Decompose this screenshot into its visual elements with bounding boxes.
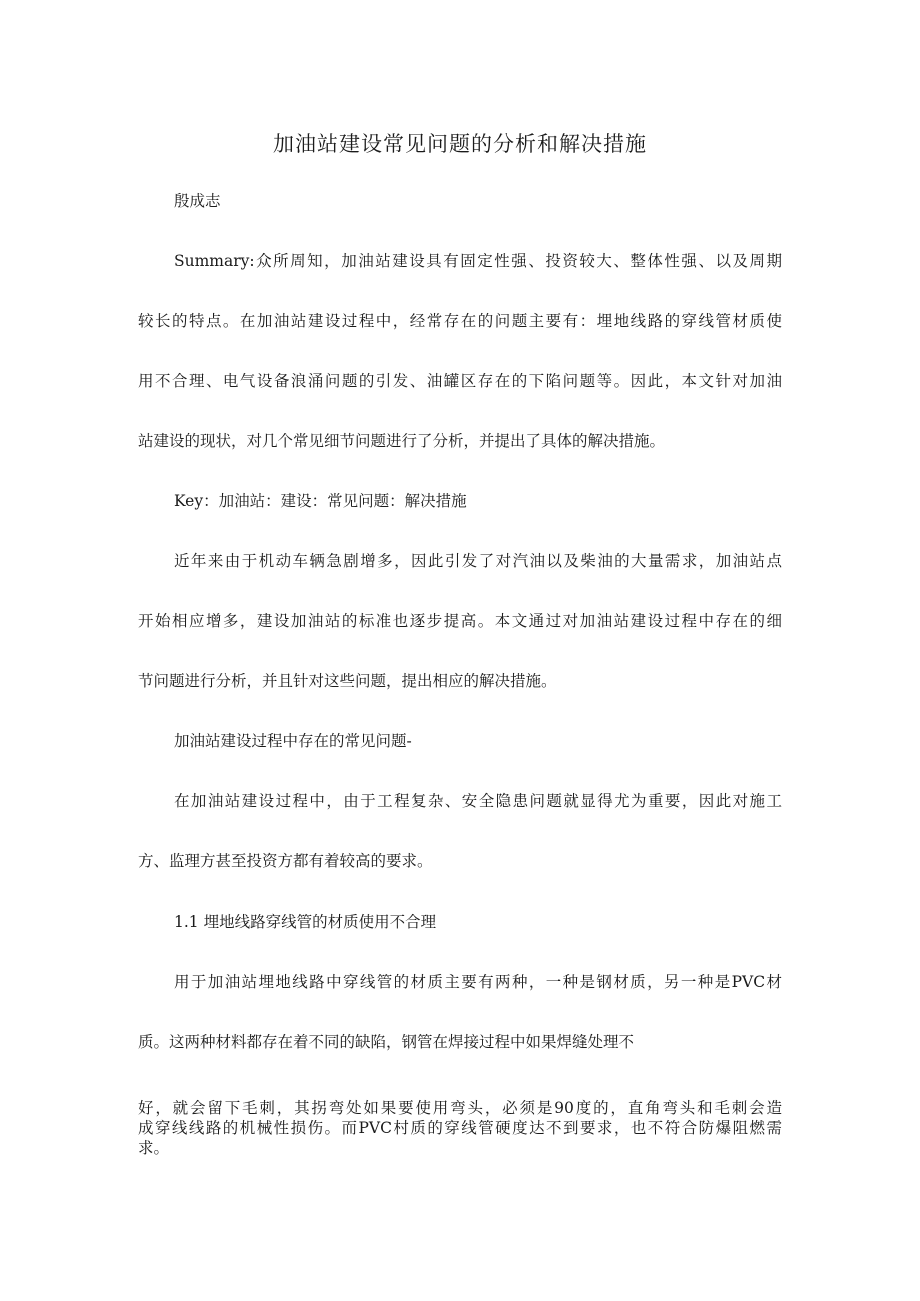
section-line: 在加油站建设过程中，由于工程复杂、安全隐患问题就显得尤为重要，因此对施工 — [174, 792, 782, 810]
section-line: 方、监理方甚至投资方都有着较高的要求。 — [138, 852, 433, 870]
intro-line: 开始相应增多，建设加油站的标准也逐步提高。本文通过对加油站建设过程中存在的细 — [138, 612, 782, 630]
final-line: 好，就会留下毛刺，其拐弯处如果要使用弯头，必须是90度的，直角弯头和毛刺会造 — [138, 1099, 782, 1117]
author-name: 殷成志 — [174, 192, 221, 210]
subsection-line: 质。这两种材料都存在着不同的缺陷，钢管在焊接过程中如果焊缝处理不 — [138, 1033, 635, 1051]
final-line: 求。 — [138, 1139, 170, 1157]
final-paragraph — [138, 1098, 782, 1158]
intro-line: 节问题进行分析，并且针对这些问题，提出相应的解决措施。 — [138, 672, 557, 690]
summary-line: 用不合理、电气设备浪涌问题的引发、油罐区存在的下陷问题等。因此，本文针对加油 — [138, 372, 782, 390]
summary-line: Summary:众所周知，加油站建设具有固定性强、投资较大、整体性强、以及周期 — [174, 252, 782, 270]
final-line: 成穿线线路的机械性损伤。而PVC村质的穿线管硬度达不到要求，也不符合防爆阻燃需 — [138, 1119, 782, 1137]
subsection-line: 用于加油站埋地线路中穿线管的材质主要有两种，一种是钢材质，另一种是PVC材 — [174, 973, 782, 991]
document-title: 加油站建设常见问题的分析和解决措施 — [273, 132, 647, 156]
intro-line: 近年来由于机动车辆急剧增多，因此引发了对汽油以及柴油的大量需求，加油站点 — [174, 552, 782, 570]
keywords-line: Key：加油站：建设：常见问题：解决措施 — [174, 492, 467, 510]
summary-line: 较长的特点。在加油站建设过程中，经常存在的问题主要有：埋地线路的穿线管材质使 — [138, 312, 782, 330]
subsection-heading: 1.1 埋地线路穿线管的材质使用不合理 — [174, 913, 437, 931]
summary-line: 站建设的现状，对几个常见细节问题进行了分析，并提出了具体的解决措施。 — [138, 432, 666, 450]
section-heading: 加油站建设过程中存在的常见问题- — [174, 732, 412, 750]
